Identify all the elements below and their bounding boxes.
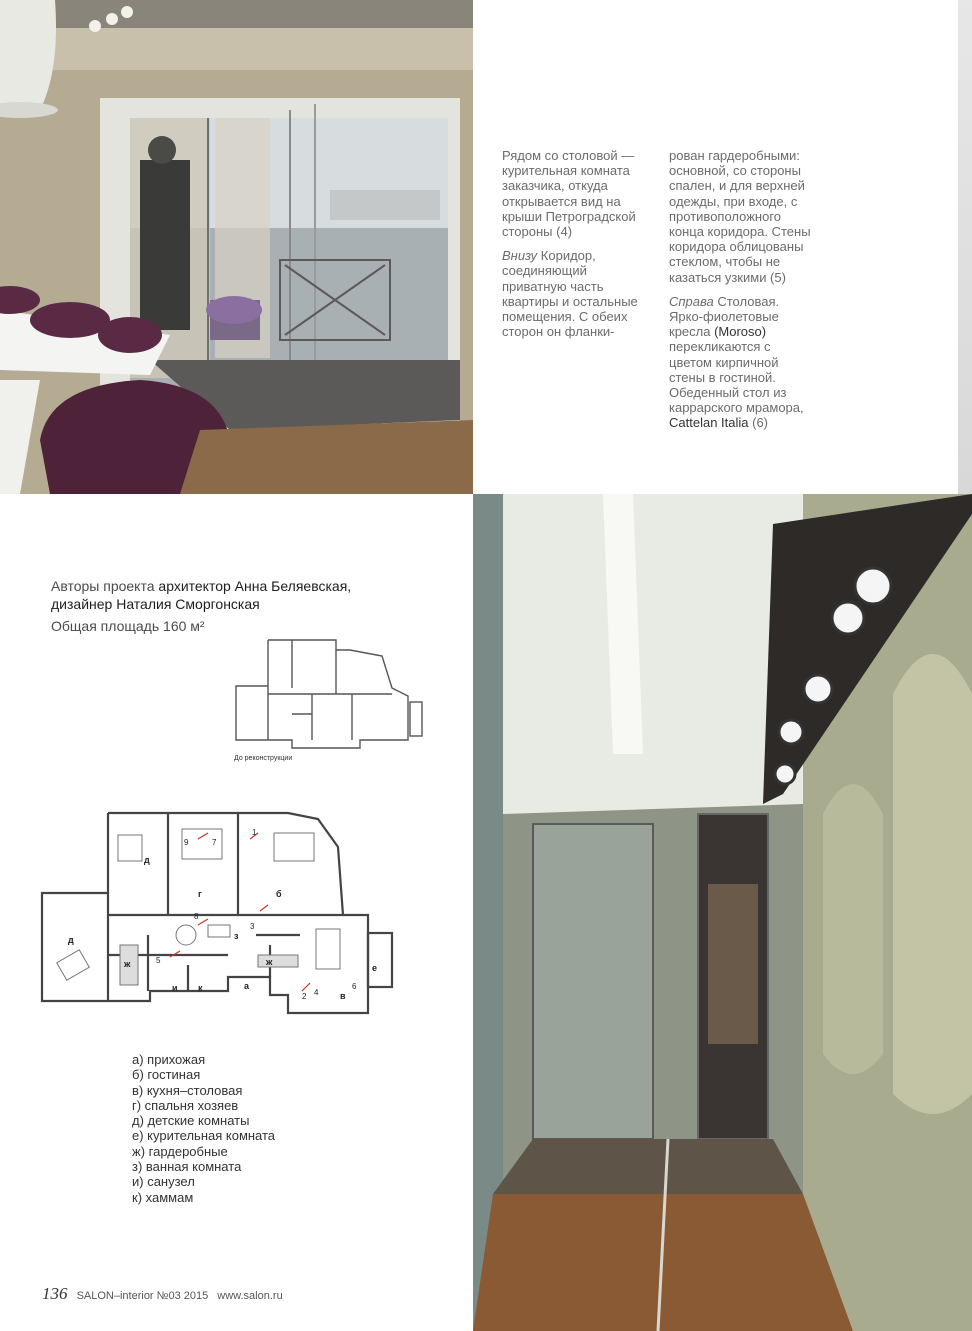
plan-room-v: в	[340, 991, 346, 1001]
plan-num-6: 6	[352, 982, 357, 991]
plan-before-label: До реконструкции	[234, 755, 293, 762]
plan-num-7: 7	[212, 838, 217, 847]
page-edge-strip	[958, 0, 972, 494]
plan-room-d2: д	[68, 935, 74, 945]
plan-room-e: е	[372, 963, 378, 973]
page-number: 136	[42, 1284, 68, 1303]
brand-moroso: (Moroso)	[714, 324, 767, 340]
credits-label: Авторы проекта	[51, 578, 155, 594]
credits-designer: дизайнер Наталия Сморгонская	[51, 596, 260, 612]
plan-room-zh2: ж	[266, 957, 273, 967]
credits-architect: архитектор Анна Беляевская,	[158, 578, 352, 594]
corridor-illustration	[473, 494, 972, 1331]
plan-num-9: 9	[184, 838, 189, 847]
caption-dining-text-2: перекликаются с цветом кирпичной стены в гостиной. Обеденный стол из каррарского мрамора,	[669, 339, 804, 416]
floor-plan-after	[38, 805, 398, 1020]
floor-plan-after-drawing	[38, 805, 398, 1020]
plan-room-a: а	[244, 981, 250, 991]
dining-room-illustration	[0, 0, 473, 494]
plan-num-1: 1	[252, 828, 257, 837]
caption-corridor-text: Коридор, соединяющий приватную часть квартиры и остальные помещения. С обеих сторон он фланки-	[502, 248, 638, 340]
legend-item: б) гостиная	[132, 1067, 201, 1083]
floor-plan-before	[232, 636, 428, 764]
plan-room-z: з	[234, 931, 239, 941]
magazine-issue: SALON–interior №03 2015	[76, 1290, 209, 1302]
legend-item: е) курительная комната	[132, 1128, 276, 1144]
caption-corridor-cont: рован гардеробными: основной, со стороны спален, и для верхней одежды, при входе, с противоположного конца коридора. Стены коридора облицованы стеклом, чтобы не казаться узкими (5)	[669, 148, 811, 285]
plan-room-d1: д	[144, 855, 150, 865]
legend-item: и) санузел	[132, 1174, 195, 1190]
floor-plan-before-drawing	[232, 636, 428, 764]
plan-num-5: 5	[156, 956, 161, 965]
plan-room-i: и	[172, 983, 178, 993]
plan-room-b: б	[276, 889, 282, 899]
plan-num-4: 4	[314, 988, 319, 997]
legend-item: а) прихожая	[132, 1052, 206, 1067]
caption-dining-text: Столовая. Ярко-фиолетовые кресла	[669, 293, 780, 340]
legend-item: к) хаммам	[132, 1189, 194, 1205]
caption-column-2	[669, 148, 811, 440]
plan-room-k: к	[198, 983, 203, 993]
plan-room-zh1: ж	[124, 959, 131, 969]
brand-cattelan: Cattelan Italia	[669, 415, 749, 431]
legend-item: в) кухня–столовая	[132, 1082, 243, 1098]
caption-smoking-room: Рядом со столовой — курительная комната заказчика, откуда открывается вид на крыши Петроградской стороны (4)	[502, 148, 636, 240]
project-credits	[51, 577, 351, 635]
plan-num-2: 2	[302, 992, 307, 1001]
caption-below-lead: Внизу	[502, 248, 538, 264]
credits-area: Общая площадь 160 м²	[51, 618, 205, 634]
legend-item: з) ванная комната	[132, 1159, 242, 1175]
caption-right-lead: Справа	[669, 293, 714, 309]
caption-corridor	[502, 248, 644, 339]
plan-num-8: 8	[194, 912, 199, 921]
legend-item: ж) гардеробные	[132, 1143, 228, 1159]
page-footer	[42, 1284, 289, 1304]
plan-legend	[132, 1052, 275, 1205]
plan-room-g: г	[198, 889, 202, 899]
legend-item: г) спальня хозяев	[132, 1097, 239, 1113]
photo-dining-room	[0, 0, 473, 494]
photo-corridor	[473, 494, 972, 1331]
caption-dining-ref: (6)	[752, 415, 769, 431]
legend-item: д) детские комнаты	[132, 1113, 250, 1129]
magazine-url: www.salon.ru	[217, 1290, 283, 1302]
plan-num-3: 3	[250, 922, 255, 931]
caption-dining	[669, 294, 811, 431]
caption-column-1	[502, 148, 644, 348]
